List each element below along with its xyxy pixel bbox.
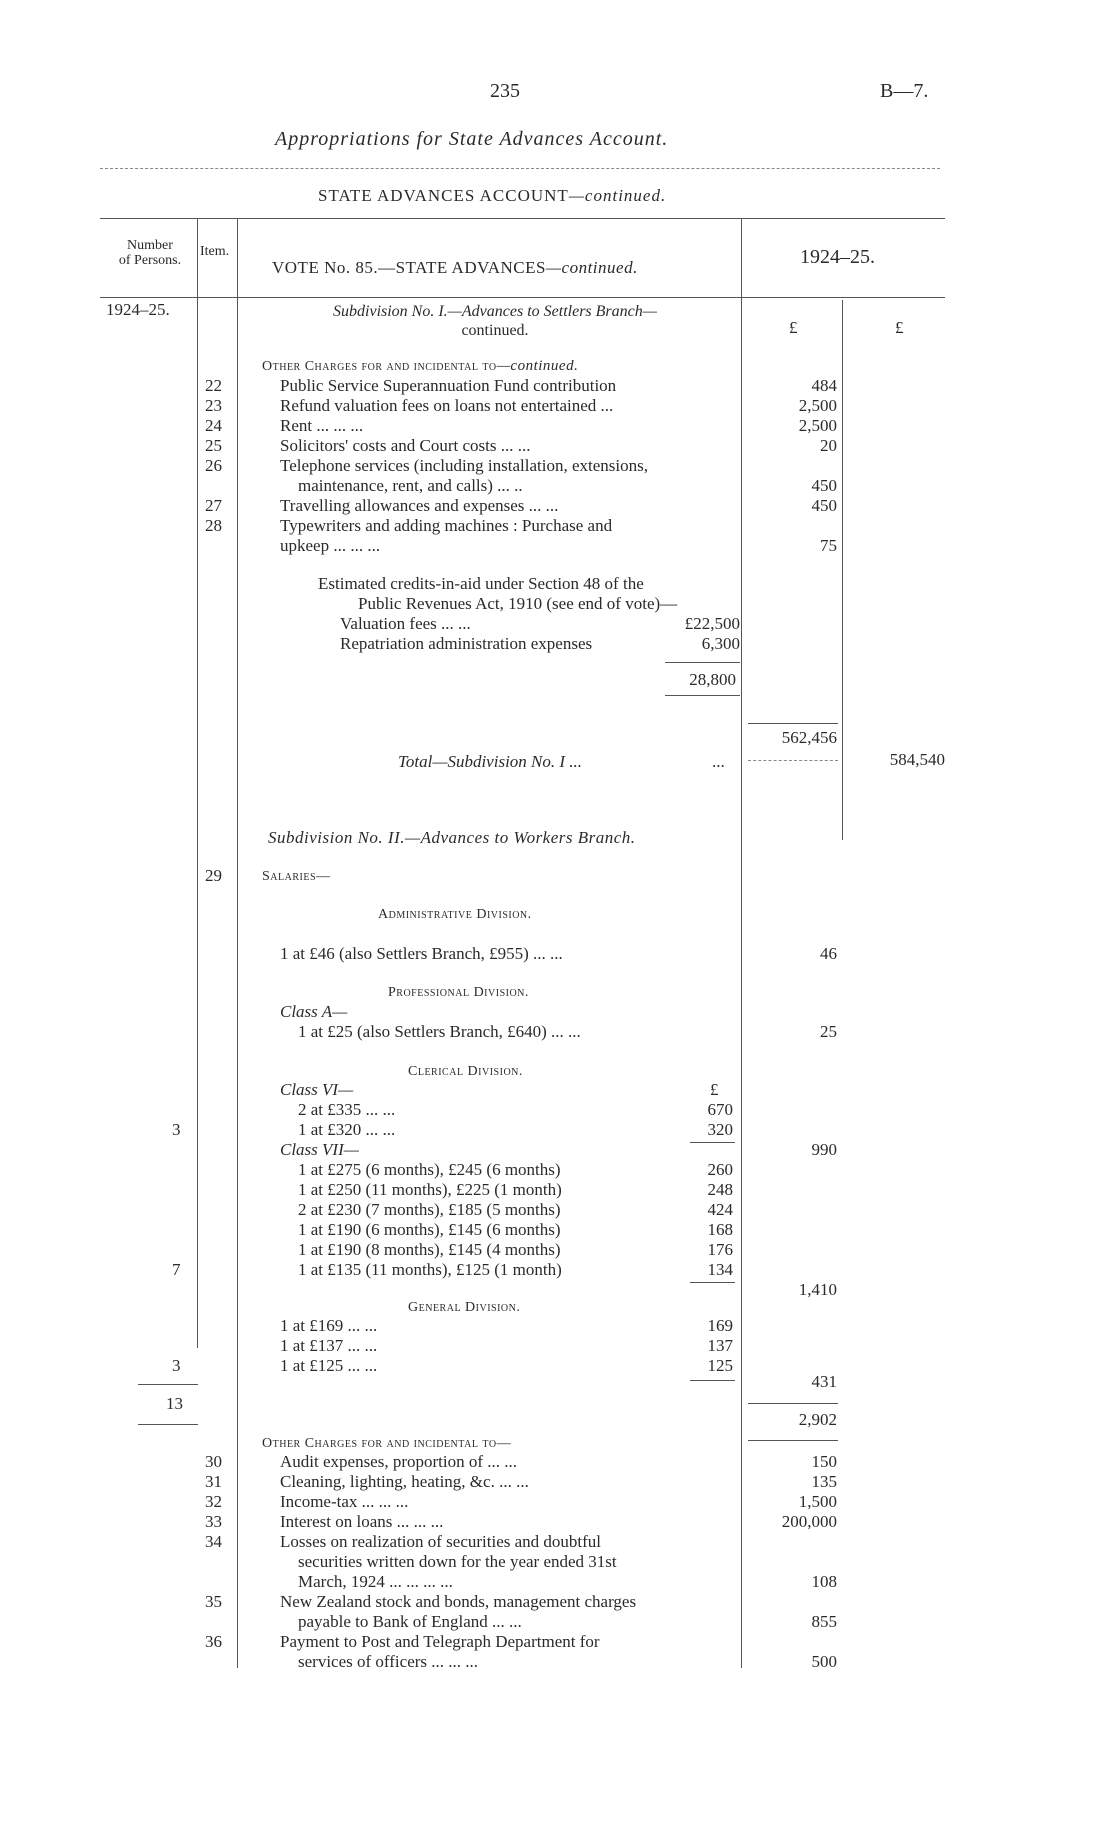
persons-header-line1: Number bbox=[127, 238, 173, 253]
salary-amount: 137 bbox=[707, 1336, 733, 1355]
subdivision-2-heading: Subdivision No. II.—Advances to Workers Branch. bbox=[268, 828, 636, 847]
general-total: 431 bbox=[811, 1372, 837, 1391]
item-description: Travelling allowances and expenses ... ... bbox=[280, 496, 559, 515]
list-item bbox=[190, 456, 745, 496]
page-number: 235 bbox=[490, 80, 520, 102]
credit-label: Repatriation administration expenses bbox=[340, 634, 593, 653]
amount-total-divider bbox=[842, 300, 843, 840]
subdivision-1-subtotal: 562,456 bbox=[781, 728, 837, 747]
item-description: Typewriters and adding machines : Purchase and bbox=[280, 516, 613, 535]
list-item bbox=[340, 614, 740, 634]
subdivision-1-heading-line2: continued. bbox=[461, 322, 529, 339]
item-description-cont: securities written down for the year ended 31st bbox=[298, 1552, 617, 1571]
list-item bbox=[190, 1492, 745, 1512]
subdivision-1-heading-line1: Subdivision No. I.—Advances to Settlers Branch— bbox=[333, 303, 657, 320]
salary-amount: 168 bbox=[707, 1220, 733, 1239]
administrative-line: 1 at £46 (also Settlers Branch, £955) ... ... bbox=[280, 944, 563, 963]
vote-heading: VOTE No. 85.—STATE ADVANCES—continued. bbox=[272, 258, 638, 277]
item-description-cont: upkeep ... ... ... bbox=[280, 536, 381, 555]
document-reference: B—7. bbox=[880, 80, 929, 102]
list-item bbox=[190, 1512, 745, 1532]
credit-amount: £22,500 bbox=[684, 614, 740, 633]
list-item bbox=[298, 1120, 733, 1140]
professional-division-heading: Professional Division. bbox=[388, 985, 529, 1000]
pound-sign-b: £ bbox=[895, 318, 904, 337]
list-item bbox=[298, 1220, 733, 1240]
list-item bbox=[280, 1336, 733, 1356]
salary-amount: 169 bbox=[707, 1316, 733, 1335]
list-item bbox=[298, 1100, 733, 1120]
item-amount: 2,500 bbox=[798, 396, 837, 415]
item-amount: 108 bbox=[811, 1572, 837, 1591]
list-item bbox=[190, 1532, 745, 1592]
list-item bbox=[190, 1592, 745, 1632]
item-column-header: Item. bbox=[200, 244, 230, 259]
list-item bbox=[190, 1452, 745, 1472]
item-description-cont: March, 1924 ... ... ... ... bbox=[298, 1572, 453, 1591]
subdivision-2-other-charges-amounts bbox=[745, 1452, 837, 1672]
salary-label: 1 at £137 ... ... bbox=[280, 1336, 378, 1355]
list-item bbox=[340, 634, 740, 654]
list-item bbox=[298, 1180, 733, 1200]
item-number: 22 bbox=[205, 376, 222, 395]
item-number: 24 bbox=[205, 416, 222, 435]
credit-label: Valuation fees ... ... bbox=[340, 614, 471, 633]
salary-amount: 248 bbox=[707, 1180, 733, 1199]
page-subtitle: STATE ADVANCES ACCOUNT—continued. bbox=[318, 186, 667, 205]
pound-sign-a: £ bbox=[789, 318, 798, 337]
list-item bbox=[190, 436, 745, 456]
administrative-amount: 46 bbox=[820, 944, 837, 963]
list-item bbox=[190, 496, 745, 516]
list-item bbox=[280, 1316, 733, 1336]
persons-column-header bbox=[106, 238, 194, 268]
item-description: Cleaning, lighting, heating, &c. ... ... bbox=[280, 1472, 529, 1491]
class-vii-rule bbox=[690, 1282, 735, 1283]
salary-label: 1 at £169 ... ... bbox=[280, 1316, 378, 1335]
item-description: Payment to Post and Telegraph Department for bbox=[280, 1632, 600, 1651]
general-rule bbox=[690, 1380, 735, 1381]
list-item bbox=[298, 1240, 733, 1260]
persons-total: 13 bbox=[166, 1394, 183, 1413]
table-top-rule bbox=[100, 218, 945, 219]
item-description: Telephone services (including installation, extensions, bbox=[280, 456, 648, 475]
class-vi-rule bbox=[690, 1142, 735, 1143]
item-number: 31 bbox=[205, 1472, 222, 1491]
item-number-29: 29 bbox=[205, 866, 222, 885]
persons-total-rule bbox=[138, 1384, 198, 1385]
professional-amount: 25 bbox=[820, 1022, 837, 1041]
list-item bbox=[298, 1260, 733, 1280]
item-amount: 450 bbox=[811, 496, 837, 515]
class-vi-label: Class VI— bbox=[280, 1080, 354, 1099]
subdivision-1-total-label: Total—Subdivision No. I ... bbox=[398, 752, 583, 771]
class-vii-total: 1,410 bbox=[798, 1280, 837, 1299]
class-vii-list bbox=[298, 1160, 733, 1280]
persons-header-line2: of Persons. bbox=[118, 253, 182, 268]
persons-total-underline bbox=[138, 1424, 198, 1425]
salary-label: 2 at £335 ... ... bbox=[298, 1100, 396, 1119]
item-amount: 135 bbox=[811, 1472, 837, 1491]
item-description: Income-tax ... ... ... bbox=[280, 1492, 409, 1511]
clerical-pound-sign: £ bbox=[710, 1080, 719, 1099]
subdivision-1-heading bbox=[255, 302, 735, 340]
item-number: 28 bbox=[205, 516, 222, 535]
salaries-total-underline bbox=[748, 1440, 838, 1441]
page-title: Appropriations for State Advances Account. bbox=[275, 128, 669, 150]
salary-amount: 125 bbox=[707, 1356, 733, 1375]
item-amount: 484 bbox=[811, 376, 837, 395]
salary-amount: 176 bbox=[707, 1240, 733, 1259]
item-amount: 855 bbox=[811, 1612, 837, 1631]
item-amount: 450 bbox=[811, 476, 837, 495]
item-description: Interest on loans ... ... ... bbox=[280, 1512, 444, 1531]
item-description: Audit expenses, proportion of ... ... bbox=[280, 1452, 518, 1471]
credits-total: 28,800 bbox=[689, 670, 736, 689]
subtotal-rule bbox=[748, 723, 838, 724]
subdivision-1-amounts bbox=[745, 376, 837, 556]
subdivision-1-total-dots: ... bbox=[712, 752, 725, 771]
salary-label: 1 at £190 (6 months), £145 (6 months) bbox=[298, 1220, 561, 1239]
item-description-cont: payable to Bank of England ... ... bbox=[298, 1612, 522, 1631]
item-description-cont: services of officers ... ... ... bbox=[298, 1652, 479, 1671]
credits-in-aid-heading bbox=[318, 574, 677, 614]
table-head-rule bbox=[100, 297, 945, 298]
salary-amount: 134 bbox=[707, 1260, 733, 1279]
item-amount: 200,000 bbox=[781, 1512, 837, 1531]
salaries-total: 2,902 bbox=[798, 1410, 837, 1429]
item-amount: 20 bbox=[820, 436, 837, 455]
item-number: 23 bbox=[205, 396, 222, 415]
salary-label: 1 at £135 (11 months), £125 (1 month) bbox=[298, 1260, 562, 1279]
credits-heading-line1: Estimated credits-in-aid under Section 48 of the bbox=[318, 574, 644, 593]
item-number: 34 bbox=[205, 1532, 222, 1551]
salary-label: 1 at £125 ... ... bbox=[280, 1356, 378, 1375]
class-vi-list bbox=[298, 1100, 733, 1140]
item-description: Rent ... ... ... bbox=[280, 416, 364, 435]
salary-amount: 260 bbox=[707, 1160, 733, 1179]
list-item bbox=[190, 1632, 745, 1672]
list-item bbox=[298, 1160, 733, 1180]
item-amount: 1,500 bbox=[798, 1492, 837, 1511]
credit-amount: 6,300 bbox=[701, 634, 740, 653]
credits-in-aid-list bbox=[340, 614, 740, 654]
title-rule bbox=[100, 168, 940, 169]
credits-heading-line2: Public Revenues Act, 1910 (see end of vote)— bbox=[358, 594, 678, 613]
credits-total-underline bbox=[665, 695, 740, 696]
item-number: 30 bbox=[205, 1452, 222, 1471]
salary-amount: 424 bbox=[707, 1200, 733, 1219]
clerical-division-heading: Clerical Division. bbox=[408, 1064, 523, 1079]
item-description: Refund valuation fees on loans not entertained ... bbox=[280, 396, 614, 415]
list-item bbox=[190, 1472, 745, 1492]
professional-line: 1 at £25 (also Settlers Branch, £640) ... ... bbox=[298, 1022, 581, 1041]
salaries-heading: Salaries— bbox=[262, 869, 331, 884]
salary-label: 1 at £190 (8 months), £145 (4 months) bbox=[298, 1240, 561, 1259]
item-number: 36 bbox=[205, 1632, 222, 1651]
subdivision-2-other-charges bbox=[190, 1452, 745, 1672]
salary-label: 1 at £275 (6 months), £245 (6 months) bbox=[298, 1160, 561, 1179]
class-vi-total: 990 bbox=[811, 1140, 837, 1159]
item-amount: 2,500 bbox=[798, 416, 837, 435]
salary-label: 2 at £230 (7 months), £185 (5 months) bbox=[298, 1200, 561, 1219]
item-number: 27 bbox=[205, 496, 222, 515]
administrative-division-heading: Administrative Division. bbox=[378, 907, 532, 922]
item-amount: 150 bbox=[811, 1452, 837, 1471]
credits-total-rule bbox=[665, 662, 740, 663]
salary-amount: 670 bbox=[707, 1100, 733, 1119]
other-charges-heading-2: Other Charges for and incidental to— bbox=[262, 1436, 512, 1451]
item-number: 32 bbox=[205, 1492, 222, 1511]
class-vii-persons: 7 bbox=[172, 1260, 181, 1279]
general-persons: 3 bbox=[172, 1356, 181, 1375]
class-vii-label: Class VII— bbox=[280, 1140, 359, 1159]
item-description: Public Service Superannuation Fund contribution bbox=[280, 376, 617, 395]
persons-year: 1924–25. bbox=[106, 300, 170, 319]
item-description: Losses on realization of securities and doubtful bbox=[280, 1532, 602, 1551]
item-amount: 75 bbox=[820, 536, 837, 555]
item-description: Solicitors' costs and Court costs ... ... bbox=[280, 436, 531, 455]
other-charges-heading-1: Other Charges for and incidental to—continued. bbox=[262, 358, 579, 374]
item-number: 26 bbox=[205, 456, 222, 475]
general-division-heading: General Division. bbox=[408, 1300, 521, 1315]
class-a-label: Class A— bbox=[280, 1002, 348, 1021]
list-item bbox=[280, 1356, 733, 1376]
item-description: New Zealand stock and bonds, management charges bbox=[280, 1592, 637, 1611]
item-description-cont: maintenance, rent, and calls) ... .. bbox=[298, 476, 523, 495]
year-column-header: 1924–25. bbox=[800, 246, 875, 268]
subdivision-1-items bbox=[190, 376, 745, 556]
subtotal-underline bbox=[748, 760, 838, 761]
subdivision-1-total: 584,540 bbox=[889, 750, 945, 769]
salary-amount: 320 bbox=[707, 1120, 733, 1139]
list-item bbox=[190, 416, 745, 436]
salary-label: 1 at £250 (11 months), £225 (1 month) bbox=[298, 1180, 562, 1199]
item-number: 33 bbox=[205, 1512, 222, 1531]
item-amount: 500 bbox=[811, 1652, 837, 1671]
list-item bbox=[190, 516, 745, 556]
list-item bbox=[190, 376, 745, 396]
list-item bbox=[190, 396, 745, 416]
item-number: 25 bbox=[205, 436, 222, 455]
general-division-list bbox=[280, 1316, 733, 1376]
list-item bbox=[298, 1200, 733, 1220]
class-vi-persons: 3 bbox=[172, 1120, 181, 1139]
item-number: 35 bbox=[205, 1592, 222, 1611]
salaries-total-rule bbox=[748, 1403, 838, 1404]
salary-label: 1 at £320 ... ... bbox=[298, 1120, 396, 1139]
